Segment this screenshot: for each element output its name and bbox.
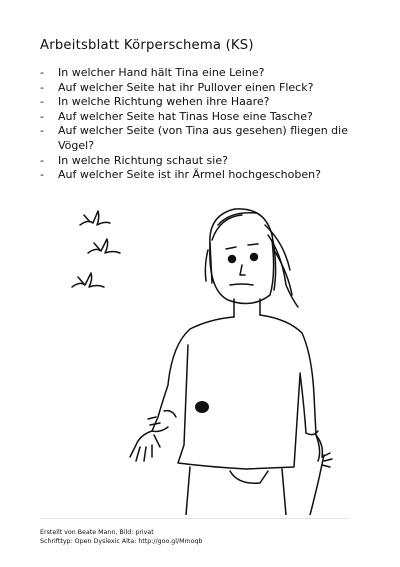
question-text: Auf welcher Seite hat ihr Pullover einen Fleck? xyxy=(58,80,314,94)
worksheet-title: Arbeitsblatt Körperschema (KS) xyxy=(40,38,254,53)
bullet-dash: - xyxy=(40,153,44,167)
trousers xyxy=(186,467,286,515)
bullet-dash: - xyxy=(40,168,44,182)
bird-icon xyxy=(88,239,120,253)
right-hand xyxy=(316,435,332,467)
bullet-dash: - xyxy=(40,95,44,109)
question-item xyxy=(40,81,370,96)
face xyxy=(210,240,274,304)
question-item xyxy=(40,154,370,169)
question-item xyxy=(40,168,370,183)
bullet-dash: - xyxy=(40,124,44,138)
tina-illustration xyxy=(60,195,360,515)
bullet-dash: - xyxy=(40,109,44,123)
footer-divider xyxy=(40,518,350,519)
question-list xyxy=(40,66,370,183)
sweater-stain xyxy=(195,401,209,413)
footer xyxy=(40,529,202,546)
question-text: In welche Richtung wehen ihre Haare? xyxy=(58,95,270,109)
left-hand xyxy=(130,431,160,461)
question-item xyxy=(40,66,370,81)
footer-credit: Erstellt von Beate Mann, Bild: privat xyxy=(40,529,154,536)
question-item xyxy=(40,95,370,110)
bird-icon xyxy=(80,211,110,225)
bird-icon xyxy=(72,273,104,287)
bullet-dash: - xyxy=(40,66,44,79)
bullet-dash: - xyxy=(40,80,44,94)
question-text: In welche Richtung schaut sie? xyxy=(58,153,228,167)
question-text: Auf welcher Seite (von Tina aus gesehen) fliegen die Vögel? xyxy=(58,124,348,152)
question-text: Auf welcher Seite ist ihr Ärmel hochgeschoben? xyxy=(58,168,321,182)
question-text: Auf welcher Seite hat Tinas Hose eine Tasche? xyxy=(58,109,313,123)
question-text: In welcher Hand hält Tina eine Leine? xyxy=(58,66,265,79)
question-item xyxy=(40,124,370,153)
leash xyxy=(310,455,324,515)
footer-font-note: Schrifttyp: Open Dyslexic Alta: http://goo.gl/Mmoqb xyxy=(40,537,203,545)
question-item xyxy=(40,110,370,125)
sweater xyxy=(148,315,320,469)
